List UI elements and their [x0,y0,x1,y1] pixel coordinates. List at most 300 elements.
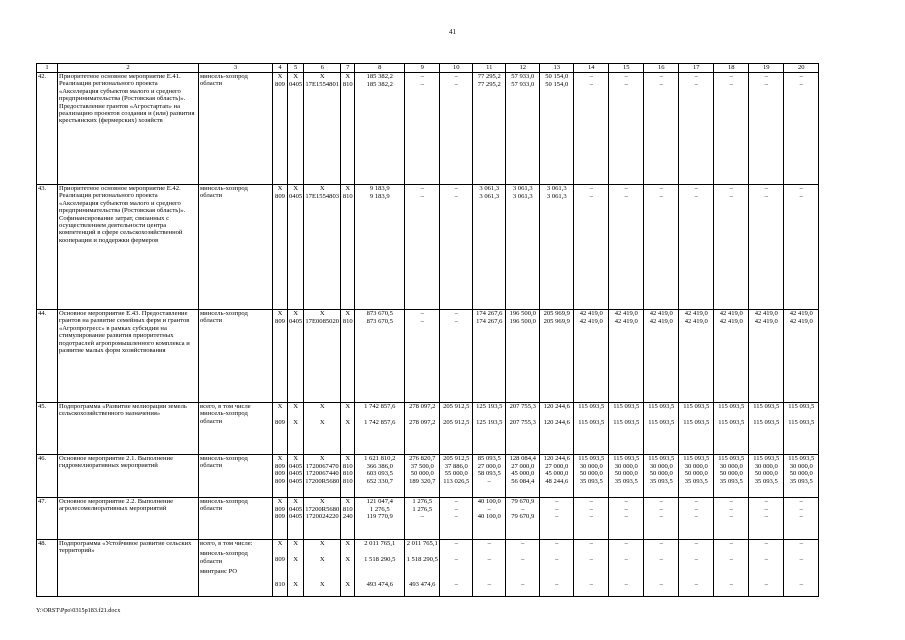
value-line: – [764,192,768,200]
value-cell [749,185,784,310]
value-cell [540,498,574,540]
value-line: – [659,513,663,521]
value-line: 125 193,5 [476,418,503,426]
value-cell [304,498,341,540]
column-number: 11 [473,64,506,73]
value-line: 50 154,0 [545,73,569,80]
value-line: X [277,185,283,192]
value-line: – [454,73,458,80]
value-line: X [293,310,298,317]
value-line: 42 419,0 [614,317,638,325]
value-line: 50 000,0 [754,470,778,478]
value-line: X [345,403,351,410]
value-cell [405,73,440,185]
value-cell [506,73,540,185]
value-line: X [345,498,351,505]
value-cell [644,498,679,540]
value-line: 50 000,0 [789,470,813,478]
value-cell [341,498,355,540]
value-line: 205 912,5 [443,418,470,426]
value-line: – [624,498,628,505]
value-line: 185 382,2 [366,80,393,88]
value-cell [679,540,714,597]
value-line: 809 [275,80,285,88]
table-row [37,540,819,597]
value-cell [506,498,540,540]
value-cell [679,403,714,455]
value-line: – [764,80,768,88]
value-line: X [319,581,325,589]
value-cell [574,498,609,540]
value-cell [784,540,819,597]
column-number: 5 [288,64,304,73]
value-line: 0405 [289,505,303,513]
value-line: – [521,540,525,547]
value-line: – [694,581,698,589]
value-line: X [319,185,325,192]
value-cell [714,185,749,310]
value-line: 30 000,0 [684,462,708,470]
value-line: 1 276,5 [369,505,390,513]
value-line: – [454,498,458,505]
value-line: – [589,185,593,192]
value-line: X [345,555,351,563]
value-cell [749,498,784,540]
value-line: 0405 [289,317,303,325]
row-number: 45. [37,403,58,455]
value-cell [714,498,749,540]
value-line: 174 267,6 [476,317,503,325]
value-line: 48 244,6 [545,477,569,485]
value-line: 115 093,5 [788,455,815,462]
value-line: 121 047,4 [366,498,393,505]
value-line: 57 933,0 [511,73,535,80]
value-line: 810 [342,80,353,88]
value-line: – [799,185,803,192]
value-line: 42 419,0 [649,310,673,317]
value-cell [644,455,679,498]
value-cell [714,455,749,498]
value-line: 57 933,0 [511,80,535,88]
value-line: 45 000,0 [511,470,535,478]
value-line: 809 [275,418,285,426]
column-number: 13 [540,64,574,73]
value-line: X [319,455,325,462]
value-cell [574,403,609,455]
value-line: 809 [275,555,285,563]
value-cell [440,455,473,498]
value-cell [440,498,473,540]
executor: всего, в том числе минсель-хозпрод области [199,403,273,455]
value-line: 0405 [289,80,303,88]
value-line: 115 093,5 [613,403,640,410]
value-line: – [694,73,698,80]
value-line: – [729,513,733,521]
value-line: 809 [275,192,285,200]
value-cell [405,455,440,498]
value-line: 196 500,0 [509,310,536,317]
value-line: – [659,581,663,589]
value-cell [440,185,473,310]
value-line: 810 [342,470,353,478]
value-line: 493 474,6 [409,581,436,589]
value-line: 205 969,9 [543,310,570,317]
value-line: – [764,540,768,547]
value-line: – [420,192,424,200]
activity-name: Подпрограмма «Развитие мелиорации земель сельскохозяйственного назначения» [58,403,199,455]
value-line: – [764,498,768,505]
value-cell [540,403,574,455]
value-cell [540,310,574,403]
value-cell [574,73,609,185]
value-cell [749,455,784,498]
value-line: 79 670,9 [511,513,535,521]
value-line: – [454,317,458,325]
value-line: 115 093,5 [578,418,605,426]
value-cell [506,185,540,310]
column-number: 17 [679,64,714,73]
value-line: – [764,505,768,513]
value-line: – [454,80,458,88]
value-line: – [729,192,733,200]
value-line: 17200R5680 [305,505,340,513]
value-cell [304,403,341,455]
table-row [37,310,819,403]
value-line: – [454,310,458,317]
value-line: X [293,581,298,589]
value-cell [355,185,405,310]
value-line: 17200R5680 [305,477,340,485]
value-line: 1720067440 [305,470,339,478]
value-line: – [589,80,593,88]
value-line: X [293,418,298,426]
value-cell [506,310,540,403]
value-line: – [729,540,733,547]
value-cell [473,403,506,455]
value-cell [473,310,506,403]
value-line: 77 295,2 [477,80,501,88]
value-line: 1720067470 [305,462,339,470]
value-line: 9 183,9 [369,192,390,200]
value-line: 809 [275,505,285,513]
value-line: 17E0085020 [305,317,340,325]
value-line: X [277,73,283,80]
value-cell [574,310,609,403]
executor: минсель-хозпрод области [199,310,273,403]
value-cell [574,185,609,310]
value-line: – [487,505,491,513]
value-cell [440,73,473,185]
value-line: 77 295,2 [477,73,501,80]
value-line: – [799,80,803,88]
value-line: 366 386,0 [366,462,393,470]
value-line: 120 244,6 [543,403,570,410]
value-line: – [694,498,698,505]
value-line: 30 000,0 [649,462,673,470]
row-number: 47. [37,498,58,540]
value-line: 30 000,0 [754,462,778,470]
value-line: – [624,513,628,521]
value-line: – [799,498,803,505]
value-cell [506,403,540,455]
value-cell [609,498,644,540]
value-line: X [319,555,325,563]
value-line: – [420,513,424,521]
value-line: X [293,555,298,563]
table-body [37,64,819,597]
executor: минсель-хозпрод области [199,455,273,498]
value-cell [473,498,506,540]
value-line: 115 093,5 [718,403,745,410]
value-line: 17E1554803 [305,192,340,200]
value-line: – [799,555,803,563]
value-line: – [729,555,733,563]
value-cell [679,310,714,403]
value-line: 0405 [289,470,303,478]
value-line: – [764,555,768,563]
value-line: 278 097,2 [409,418,436,426]
value-line: 37 886,0 [444,462,468,470]
value-line: – [487,477,491,485]
value-line: – [659,505,663,513]
value-line: – [454,581,458,589]
value-cell [679,455,714,498]
value-line: 120 244,6 [543,418,570,426]
value-line: 42 419,0 [579,317,603,325]
value-line: 55 000,0 [444,470,468,478]
value-cell [288,403,304,455]
value-line: 42 419,0 [684,310,708,317]
value-line: 1720024220 [305,513,339,521]
value-line: X [319,73,325,80]
value-line: 42 419,0 [649,317,673,325]
value-line: 115 093,5 [683,418,710,426]
value-line: – [454,192,458,200]
value-line: 1 621 810,2 [364,455,396,462]
value-cell [440,403,473,455]
value-cell [714,403,749,455]
row-number: 44. [37,310,58,403]
value-line: – [624,73,628,80]
value-cell [405,185,440,310]
value-line: – [729,185,733,192]
value-line: X [277,498,283,505]
value-line: 42 419,0 [719,310,743,317]
value-line: – [589,505,593,513]
value-cell [273,540,288,597]
value-line: X [345,581,351,589]
value-line: 50 000,0 [614,470,638,478]
activity-name: Основное мероприятие 2.1. Выполнение гидромелиоративных мероприятий [58,455,199,498]
value-line: 810 [342,505,353,513]
executor-line: всего, в том числе: [200,540,253,547]
value-cell [304,185,341,310]
value-line: X [345,540,351,547]
value-cell [540,540,574,597]
value-line: 115 093,5 [648,403,675,410]
value-line: 810 [342,317,353,325]
value-cell [288,73,304,185]
value-cell [304,455,341,498]
value-line: – [799,513,803,521]
value-line: – [764,581,768,589]
value-line: 652 330,7 [366,477,393,485]
value-line: 1 276,5 [412,505,433,513]
value-line: X [293,498,298,505]
column-number-row [37,64,819,73]
value-line: 115 093,5 [788,418,815,426]
value-line: 3 061,3 [546,192,567,200]
value-line: – [799,581,803,589]
value-line: X [319,540,325,547]
value-cell [506,540,540,597]
value-line: 873 670,5 [366,310,393,317]
value-cell [355,73,405,185]
value-cell [440,310,473,403]
value-cell [341,73,355,185]
value-line: 50 154,0 [545,80,569,88]
value-line: 115 093,5 [578,403,605,410]
value-line: – [589,581,593,589]
value-line: – [555,505,559,513]
value-cell [609,73,644,185]
value-line: 278 097,2 [409,403,436,410]
value-line: 42 419,0 [614,310,638,317]
value-line: 0405 [289,462,303,470]
value-line: 3 061,3 [546,185,567,192]
value-line: 115 093,5 [718,455,745,462]
value-cell [440,540,473,597]
value-line: 79 670,9 [511,498,535,505]
column-number: 1 [37,64,58,73]
value-line: – [420,185,424,192]
value-line: 40 100,0 [477,498,501,505]
value-cell [784,455,819,498]
value-cell [644,310,679,403]
value-line: 35 093,5 [754,477,778,485]
value-line: X [319,403,325,410]
value-line: – [555,513,559,521]
table-row [37,403,819,455]
column-number: 6 [304,64,341,73]
column-number: 16 [644,64,679,73]
value-line: 0405 [289,477,303,485]
value-line: X [293,540,298,547]
value-line: – [454,185,458,192]
value-line: 120 244,6 [543,455,570,462]
value-line: – [555,555,559,563]
value-line: 1 518 290,5 [364,555,396,563]
value-cell [609,185,644,310]
value-cell [540,185,574,310]
value-line: 115 093,5 [578,455,605,462]
value-line: 50 000,0 [719,470,743,478]
activity-name: Основное мероприятие Е.43. Предоставление грантов на развитие семейных ферм и грантов «Агропрогресс» в рамках субсидии на стимулирование развития приоритетных подотраслей агропромышленного комплекса и развитие малых форм хозяйствования [58,310,199,403]
value-line: 27 000,0 [477,462,501,470]
value-cell [341,403,355,455]
value-line: 50 000,0 [649,470,673,478]
value-line: – [420,317,424,325]
value-cell [473,185,506,310]
value-cell [679,498,714,540]
value-line: – [659,540,663,547]
value-line: – [589,555,593,563]
value-line: 40 100,0 [477,513,501,521]
value-line: 810 [342,477,353,485]
value-line: 85 093,5 [477,455,501,462]
value-cell [749,73,784,185]
value-cell [273,185,288,310]
value-cell [273,455,288,498]
value-line: 35 093,5 [614,477,638,485]
executor: минсель-хозпрод области [199,73,273,185]
value-line: 115 093,5 [683,403,710,410]
column-number: 18 [714,64,749,73]
value-line: 45 000,0 [545,470,569,478]
value-line: – [764,185,768,192]
value-cell [473,540,506,597]
value-cell [506,455,540,498]
value-line: 119 770,9 [366,513,393,521]
value-line: 1 742 857,6 [364,403,396,410]
value-cell [288,185,304,310]
value-line: – [659,73,663,80]
value-cell [714,540,749,597]
activity-name: Приоритетное основное мероприятие Е.41. Реализация регионального проекта «Акселерация субъектов малого и среднего предпринимательства (Ростовская область)». Предоставление грантов «Агростартап» на реализацию проектов создания и (или) развития крестьянских (фермерских) хозяйств [58,73,199,185]
value-line: 128 084,4 [509,455,536,462]
value-line: 205 969,9 [543,317,570,325]
executor: минсель-хозпрод области [199,498,273,540]
value-line: – [624,581,628,589]
value-line: 35 093,5 [719,477,743,485]
value-cell [784,498,819,540]
value-cell [355,498,405,540]
value-line: 207 755,3 [509,403,536,410]
value-line: 42 419,0 [754,317,778,325]
executor: минсель-хозпрод области [199,185,273,310]
value-line: 809 [275,513,285,521]
value-line: – [555,540,559,547]
value-line: – [694,555,698,563]
value-cell [784,73,819,185]
value-line: – [487,555,491,563]
value-line: 809 [275,477,285,485]
row-number: 48. [37,540,58,597]
value-line: – [624,505,628,513]
value-cell [473,455,506,498]
value-line: 115 093,5 [648,418,675,426]
value-line: – [694,505,698,513]
value-line: – [521,505,525,513]
value-cell [355,403,405,455]
value-cell [784,185,819,310]
value-line: 3 061,3 [512,192,533,200]
value-cell [405,310,440,403]
value-line: 493 474,6 [366,581,393,589]
value-line: X [293,403,298,410]
column-number: 9 [405,64,440,73]
value-line: – [487,581,491,589]
value-line: 42 419,0 [789,317,813,325]
value-line: – [729,498,733,505]
value-line: 30 000,0 [579,462,603,470]
value-cell [574,540,609,597]
column-number: 8 [355,64,405,73]
value-cell [749,540,784,597]
value-line: 35 093,5 [579,477,603,485]
value-cell [304,310,341,403]
column-number: 12 [506,64,540,73]
